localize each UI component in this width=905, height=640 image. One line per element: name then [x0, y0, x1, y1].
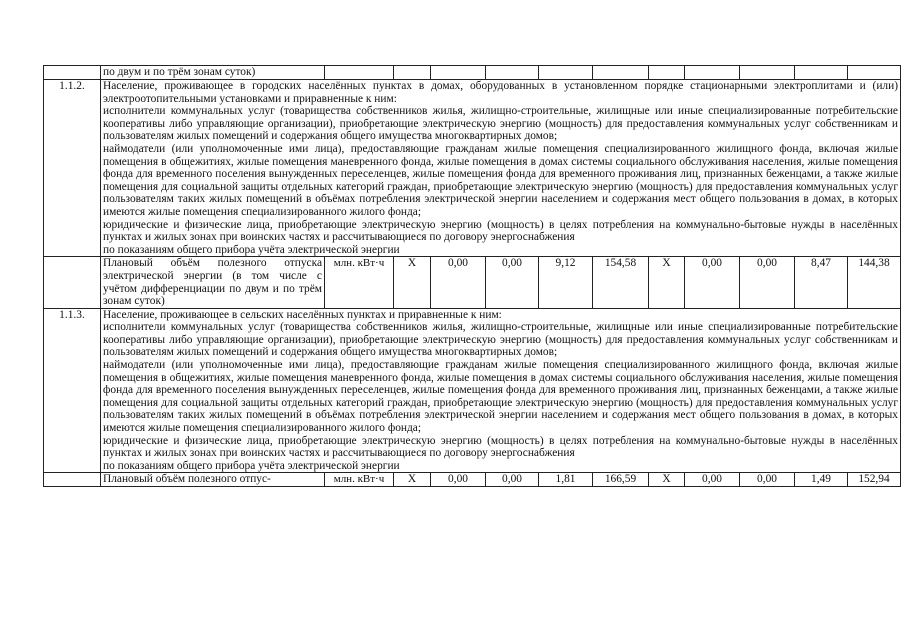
- value-cell: 8,47: [795, 257, 848, 308]
- value-cell: Х: [394, 257, 431, 308]
- category-description: [101, 80, 901, 257]
- category-paragraph: по показаниям общего прибора учёта электрической энергии: [103, 459, 400, 472]
- value-cell: 0,00: [486, 473, 539, 487]
- value-cell: Х: [649, 473, 685, 487]
- category-paragraph: по показаниям общего прибора учёта электрической энергии: [103, 243, 400, 256]
- value-cell: 0,00: [740, 257, 795, 308]
- category-paragraph: исполнители коммунальных услуг (товарищества собственников жилья, жилищно-строительные, жилищные или иные специализированные потребительские кооперативы либо управляющие организации), приобретающие электрическую энергию (мощность) для предоставления коммунальных услуг собственникам и пользователям жилых помещений и содержания общего имущества многоквартирных домов;: [103, 321, 898, 359]
- plan-volume-label: Плановый объём полезного отпуска электрической энергии (в том числе с учётом дифференциации по двум и по трём зонам суток): [101, 257, 325, 308]
- category-paragraph: наймодатели (или уполномоченные ими лица), предоставляющие гражданам жилые помещения специализированного жилищного фонда, включая жилые помещения в общежитиях, жилые помещения маневренного фонда, жилые помещения в домах системы социального обслуживания населения, жилые помещения фонда для временного поселения вынужденных переселенцев, жилые помещения фонда для временного проживания лиц, признанных беженцами, а также жилые помещения для социальной защиты отдельных категорий граждан, приобретающие электрическую энергию (мощность) для предоставления коммунальных услуг пользователям таких жилых помещений в объёмах потребления электрической энергии населением и содержания мест общего пользования в домах, в которых имеются жилые помещения специализированного жилого фонда;: [103, 359, 898, 435]
- row-number: 1.1.3.: [44, 308, 101, 473]
- category-paragraph: юридические и физические лица, приобретающие электрическую энергию (мощность) в целях потребления на коммунально-бытовые нужды в населённых пунктах и жилых зонах при воинских частях и рассчитывающиеся по договору энергоснабжения: [103, 218, 898, 244]
- value-cell: 0,00: [685, 257, 740, 308]
- row-label: по двум и по трём зонам суток): [101, 66, 325, 80]
- value-cell: 0,00: [431, 257, 486, 308]
- value-cell: 144,38: [848, 257, 901, 308]
- tariff-table: [43, 65, 901, 487]
- table-row: [44, 308, 901, 473]
- value-cell: 1,81: [539, 473, 593, 487]
- category-paragraph: наймодатели (или уполномоченные ими лица), предоставляющие гражданам жилые помещения специализированного жилищного фонда, включая жилые помещения в общежитиях, жилые помещения маневренного фонда, жилые помещения в домах системы социального обслуживания населения, жилые помещения фонда для временного поселения вынужденных переселенцев, жилые помещения фонда для временного проживания лиц, признанных беженцами, а также жилые помещения для социальной защиты отдельных категорий граждан, приобретающие электрическую энергию (мощность) для предоставления коммунальных услуг пользователям таких жилых помещений в объёмах потребления электрической энергии населением и содержания мест общего пользования в домах, в которых имеются жилые помещения специализированного жилого фонда;: [103, 142, 898, 218]
- value-cell: Х: [649, 257, 685, 308]
- value-cell: Х: [394, 473, 431, 487]
- table-row: [44, 257, 901, 308]
- plan-volume-label: Плановый объём полезного отпус-: [101, 473, 325, 487]
- value-cell: 1,49: [795, 473, 848, 487]
- unit-cell: млн. кВт·ч: [325, 473, 394, 487]
- value-cell: 152,94: [848, 473, 901, 487]
- table-row: [44, 473, 901, 487]
- table-row: [44, 80, 901, 257]
- value-cell: 154,58: [593, 257, 649, 308]
- category-description: [101, 308, 901, 473]
- unit-cell: млн. кВт·ч: [325, 257, 394, 308]
- value-cell: 0,00: [486, 257, 539, 308]
- value-cell: 0,00: [740, 473, 795, 487]
- category-paragraph: юридические и физические лица, приобретающие электрическую энергию (мощность) в целях потребления на коммунально-бытовые нужды в населённых пунктах и жилых зонах при воинских частях и рассчитывающиеся по договору энергоснабжения: [103, 434, 898, 460]
- row-number: [44, 66, 101, 80]
- value-cell: 0,00: [431, 473, 486, 487]
- value-cell: 9,12: [539, 257, 593, 308]
- category-intro: Население, проживающее в городских населённых пунктах в домах, оборудованных в установленном порядке стационарными электроплитами и (или) электроотопительными установками и приравненные к ним:: [103, 80, 898, 105]
- row-number: 1.1.2.: [44, 80, 101, 257]
- table-row: [44, 66, 901, 80]
- category-paragraph: исполнители коммунальных услуг (товарищества собственников жилья, жилищно-строительные, жилищные или иные специализированные потребительские кооперативы либо управляющие организации), приобретающие электрическую энергию (мощность) для предоставления коммунальных услуг собственникам и пользователям жилых помещений и содержания общего имущества многоквартирных домов;: [103, 105, 898, 143]
- value-cell: 166,59: [593, 473, 649, 487]
- value-cell: 0,00: [685, 473, 740, 487]
- category-intro: Население, проживающее в сельских населённых пунктах и приравненные к ним:: [103, 308, 502, 321]
